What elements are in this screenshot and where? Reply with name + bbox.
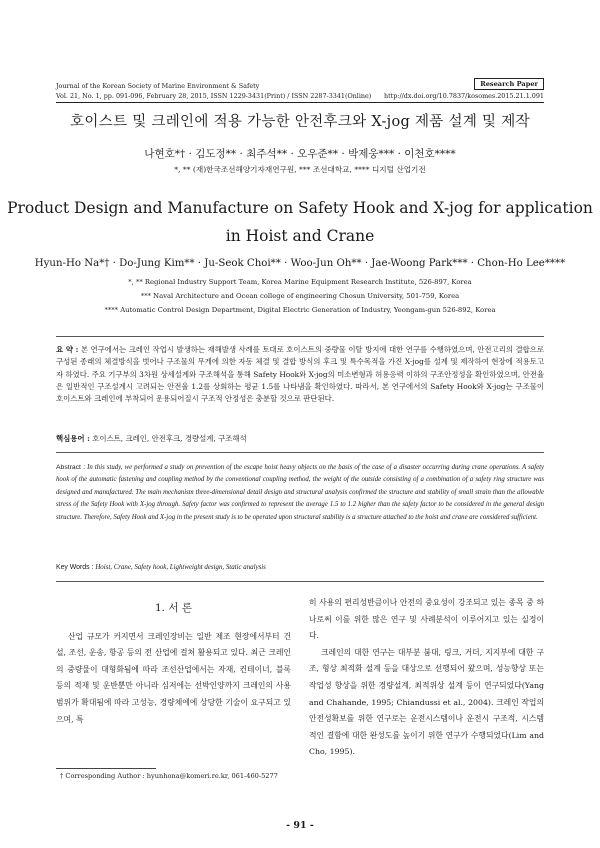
english-keywords-text: Hoist, Crane, Safety hook, Lightweight design, Static analysis xyxy=(95,564,266,571)
section-heading-introduction: 1. 서 론 xyxy=(155,602,192,614)
abstract-rule-top xyxy=(56,336,544,337)
english-abstract-text: In this study, we performed a study on prevention of the escape hoist heavy objects on the basis of the case of a disaster occurring during crane operations. A safety hook of the automatic fastening and coupling method by the conventional coupling method, the weight of the outside consisting of a combination of a safety ring structure was designed and manufactured. The main mechanism three-dimensional detail design and structural analysis confirmed the structure and stability of small strain than the allowable stress of the Safety Hook with X-jog through. Safety factor was confirmed to represent the average 1.5 to 1.2 higher than the safety factor to be considered in the general design structure. Therefore, Safety Hook and X-jog in the present study is to be operated upon structural stability is a structure attached to the hoist and crane are considered sufficient. xyxy=(56,464,544,521)
english-affiliation-2: *** Naval Architecture and Ocean college of engineering Chosun University, 501-759, Korea xyxy=(140,292,460,300)
research-paper-badge: Research Paper xyxy=(474,78,544,90)
journal-name: Journal of the Korean Society of Marine Environment & Safety xyxy=(56,82,260,90)
intro-paragraph-1: 산업 규모가 커지면서 크레인장비는 일반 제조 현장에서부터 건설, 조선, 운송, 항공 등의 전 산업에 걸쳐 활용되고 있다. 최근 크레인의 중량물이 대형화됨에 따라 조선산업에서는 자재, 컨테이너, 블록 등의 적재 및 운반뿐만 아니라 심저에는 선박인양까지 크레인의 사용범위가 확대됨에 따라 고성능, 경량체에에 상당한 기술이 요구되고 있으며, 특 xyxy=(56,631,291,724)
body-column-left xyxy=(56,600,291,728)
intro-paragraph-2: 크레인의 대한 연구는 대부분 붐대, 링크, 거더, 지지부에 대한 구조, 형상 최적화 설계 등을 대상으로 선행되어 왔으며, 성능향상 또는 작업성 향상을 위한 경량설계, 최적위상 설계 등이 연구되었다(Yang and Chahande, 1995; Chiandussi et al., 2004). 크레인 작업의 안전성확보를 위한 연구로는 운전시스템이나 운전시 구조적, 시스템적인 결함에 대한 완성도를 높이기 위한 연구가 수행되었다(Lim and Cho, 1995). xyxy=(309,647,544,757)
english-affiliation-1: *, ** Regional Industry Support Team, Korea Marine Equipment Research Institute, 526-897, Korea xyxy=(128,278,472,286)
intro-paragraph-1-continued: 히 사용의 편리성반큼이나 안전의 중요성이 강조되고 있는 종목 중 하나로써 이를 위한 많은 연구 및 사례분석이 이루어지고 있는 실정이다. xyxy=(309,598,544,641)
body-column-right xyxy=(309,595,544,761)
korean-abstract-text: 본 연구에서는 크레인 작업시 발생하는 재해발생 사례를 토대로 호이스트의 중량물 이탈 방지에 대한 연구를 수행하였으며, 안전고리의 결합으로 구성된 종래의 체결방식을 벗어나 구조물의 무게에 의한 자동 체결 및 결합 방식의 후크 및 특수목적을 가진 X-jog를 설계 및 제작하여 현장에 적용토고자 하였다. 주요 기구부의 3차원 상세설계와 구조해석을 통해 Safety Hook와 X-jog의 미소변형과 허용응력 이하의 구조안정성을 확인하였으며, 안전율은 일반적인 구조설계시 고려되는 안전율 1.2를 상회하는 평균 1.5를 나타냄을 확인하였다. 따라서, 본 연구에서의 Safety Hook와 X-jog는 구조물이 호이스트와 크레인에 부착되어 운용되어질시 구조적 안정성은 충분할 것으로 판단된다. xyxy=(56,345,545,404)
header-rule xyxy=(56,102,544,103)
english-abstract-label: Abstract : xyxy=(56,464,86,471)
english-keywords-label: Key Words : xyxy=(56,564,94,571)
abstract-rule-bottom xyxy=(56,581,544,582)
volume-issn-line: Vol. 21, No. 1, pp. 091-096, February 28, 2015, ISSN 1229-3431(Print) / ISSN 2287-3341(Online) xyxy=(56,92,372,100)
korean-authors: 나현호*† · 김도정** · 최주석** · 오우준** · 박제웅*** · 이천호**** xyxy=(144,148,456,160)
korean-abstract-label: 요 약 : xyxy=(56,345,79,354)
english-abstract xyxy=(56,462,544,524)
english-title: Product Design and Manufacture on Safety Hook and X-jog for application in Hoist and Crane xyxy=(7,199,593,245)
corresponding-author-footnote: † Corresponding Author : hyunhona@komeri.re.kr, 061-460-5277 xyxy=(60,772,278,780)
page-number: - 91 - xyxy=(286,820,314,831)
korean-keywords-text: 호이스트, 크레인, 안전후크, 경량설계, 구조해석 xyxy=(92,434,247,443)
doi-link[interactable]: http://dx.doi.org/10.7837/kosomes.2015.21.1.091 xyxy=(383,92,544,100)
korean-keywords xyxy=(56,433,544,444)
footnote-rule xyxy=(56,768,156,769)
english-keywords xyxy=(56,564,544,571)
abstract-rule-middle xyxy=(56,452,544,453)
korean-abstract xyxy=(56,344,544,405)
korean-affiliation: *, ** (재)한국조선해양기자재연구원, *** 조선대학교, **** 디지털 산업기전 xyxy=(174,165,426,174)
korean-title: 호이스트 및 크레인에 적용 가능한 안전후크와 X-jog 제품 설계 및 제작 xyxy=(70,114,530,130)
english-authors: Hyun-Ho Na*† · Do-Jung Kim** · Ju-Seok Choi** · Woo-Jun Oh** · Jae-Woong Park*** · Chon-Ho Lee**** xyxy=(34,258,566,269)
english-affiliation-3: **** Automatic Control Design Department, Digital Electric Generation of Industry, Yeongam-gun 526-892, Korea xyxy=(104,306,496,314)
korean-keywords-label: 핵심용어 : xyxy=(56,434,90,443)
